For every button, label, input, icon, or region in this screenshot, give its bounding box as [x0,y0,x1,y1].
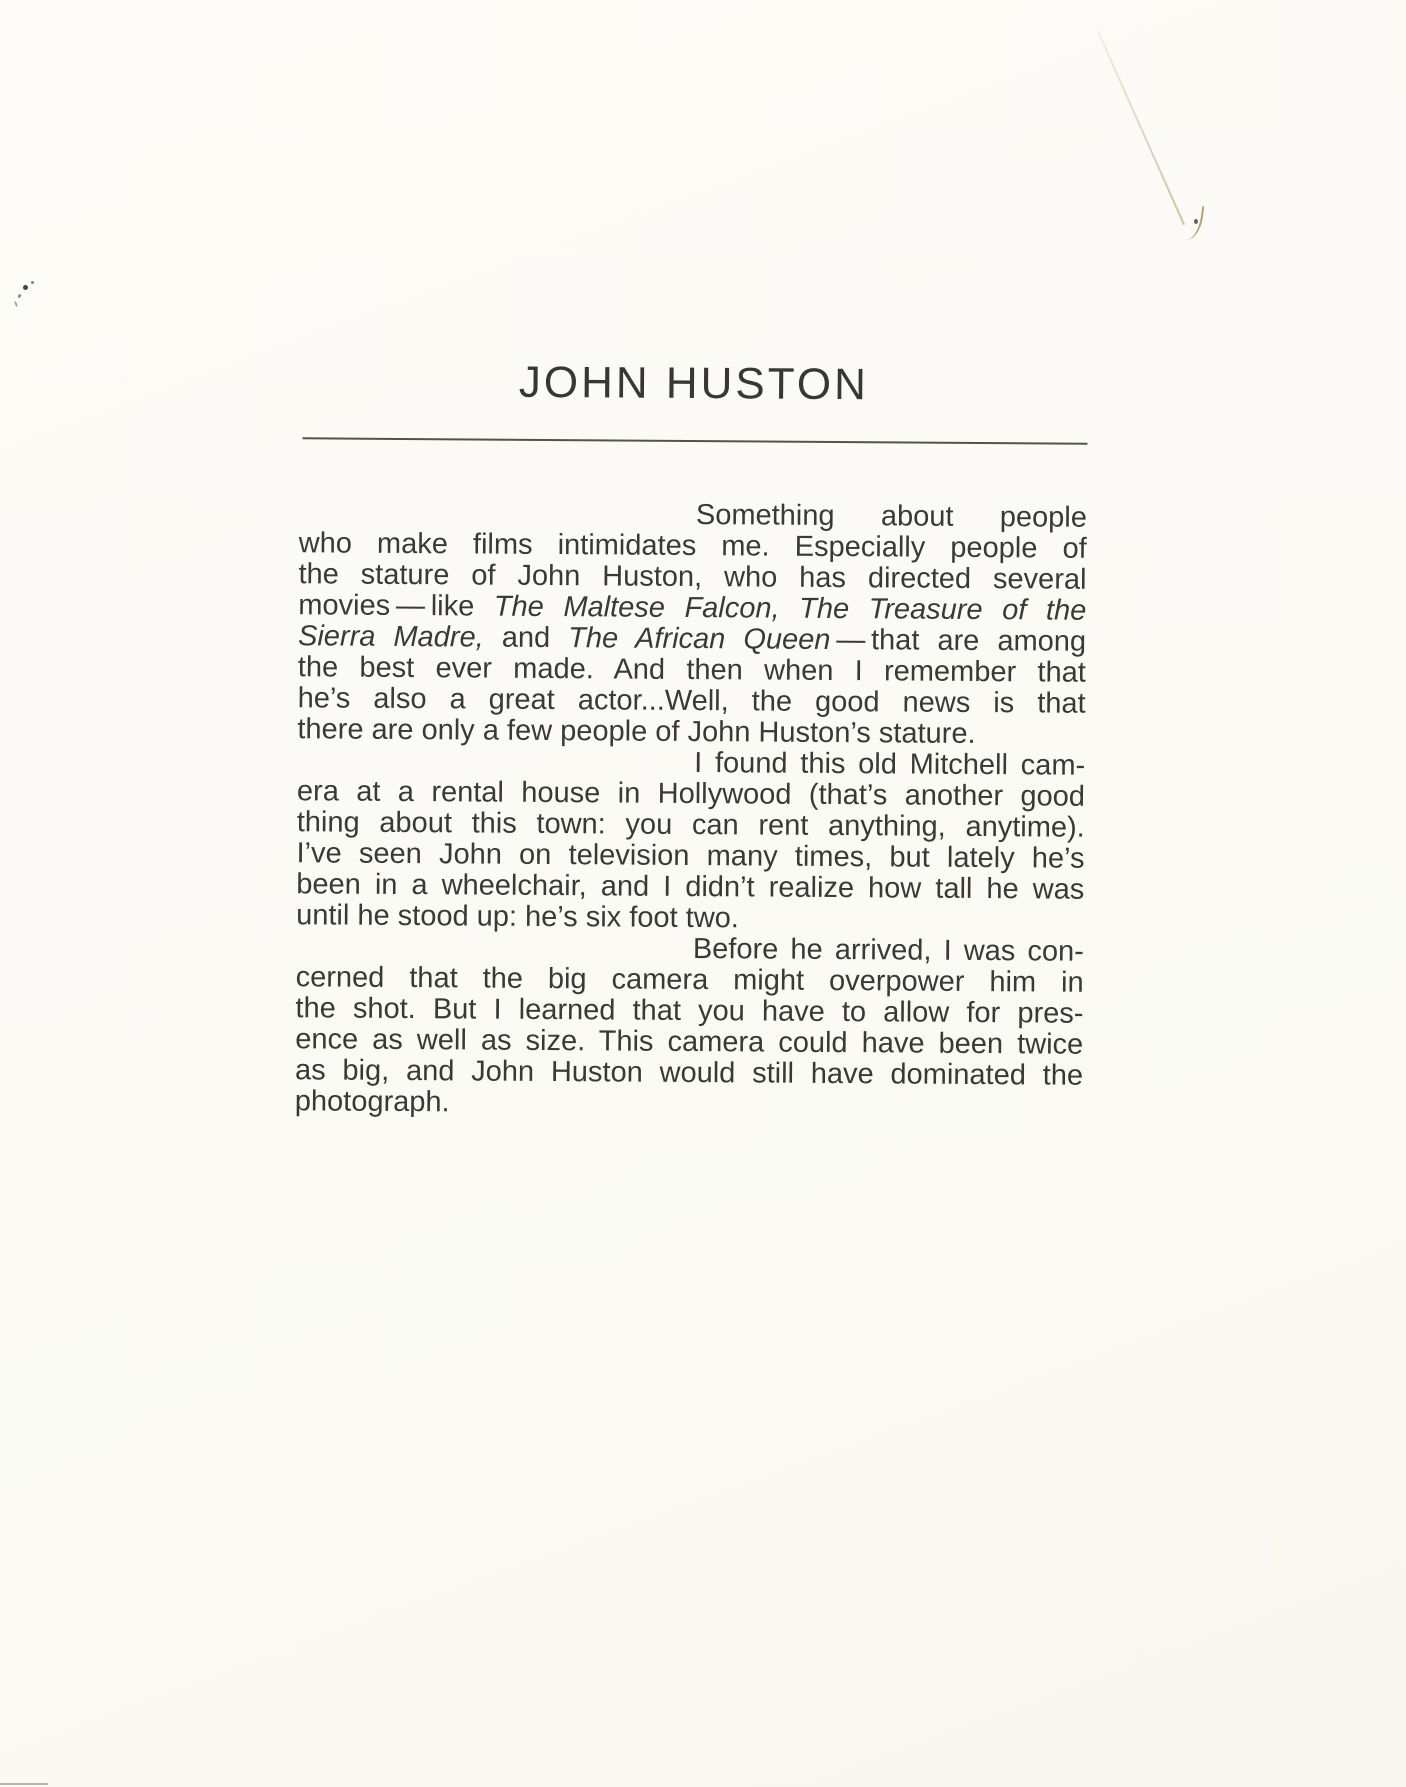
text-line: Before he arrived, I was con- [692,933,1085,968]
page-content [294,357,1088,1119]
text-line: I’ve seen John on television many times, but lately he’s [296,837,1085,875]
page-title: JOHN HUSTON [518,357,870,410]
body-text [295,497,1087,1122]
page-edge-mark [0,1783,48,1785]
text-line: I found this old Mitchell cam- [694,747,1086,782]
text-line: the stature of John Huston, who has directed several [298,558,1087,596]
text-line: movies — like The Maltese Falcon, The Treasure of the [298,589,1087,627]
text-line: cerned that the big camera might overpower him in [295,961,1084,999]
text-line: the shot. But I learned that you have to allow for pres- [295,992,1084,1030]
text-line: ence as well as size. This camera could have been twice [295,1023,1084,1061]
body-paragraph [296,745,1085,936]
ink-speck [17,294,22,299]
text-line: era at a rental house in Hollywood (that’s another good [296,775,1086,813]
text-line: there are only a few people of John Huston’s stature. [297,713,976,750]
text-line: Sierra Madre, and The African Queen — that are among [297,620,1087,658]
scan-scratch-dot [1194,219,1198,224]
text-line: photograph. [294,1085,450,1119]
text-line: he’s also a great actor...Well, the good news is that [297,682,1086,720]
text-line: who make films intimidates me. Especially people of [298,527,1087,565]
scan-scratch-line [1097,31,1185,225]
body-paragraph [297,497,1087,750]
text-line: been in a wheelchair, and I didn’t realize how tall he was [296,868,1085,906]
text-line: the best ever made. And then when I remember that [297,651,1086,689]
text-line: until he stood up: he’s six foot two. [296,899,740,935]
ink-speck [23,285,28,290]
text-line: thing about this town: you can rent anything, anytime). [296,806,1085,844]
text-line: as big, and John Huston would still have dominated the [294,1054,1084,1092]
text-line: Something about people [695,499,1088,534]
body-paragraph [295,931,1084,1122]
title-divider-rule [302,437,1087,444]
ink-speck [31,281,34,284]
ink-speck [14,301,18,307]
